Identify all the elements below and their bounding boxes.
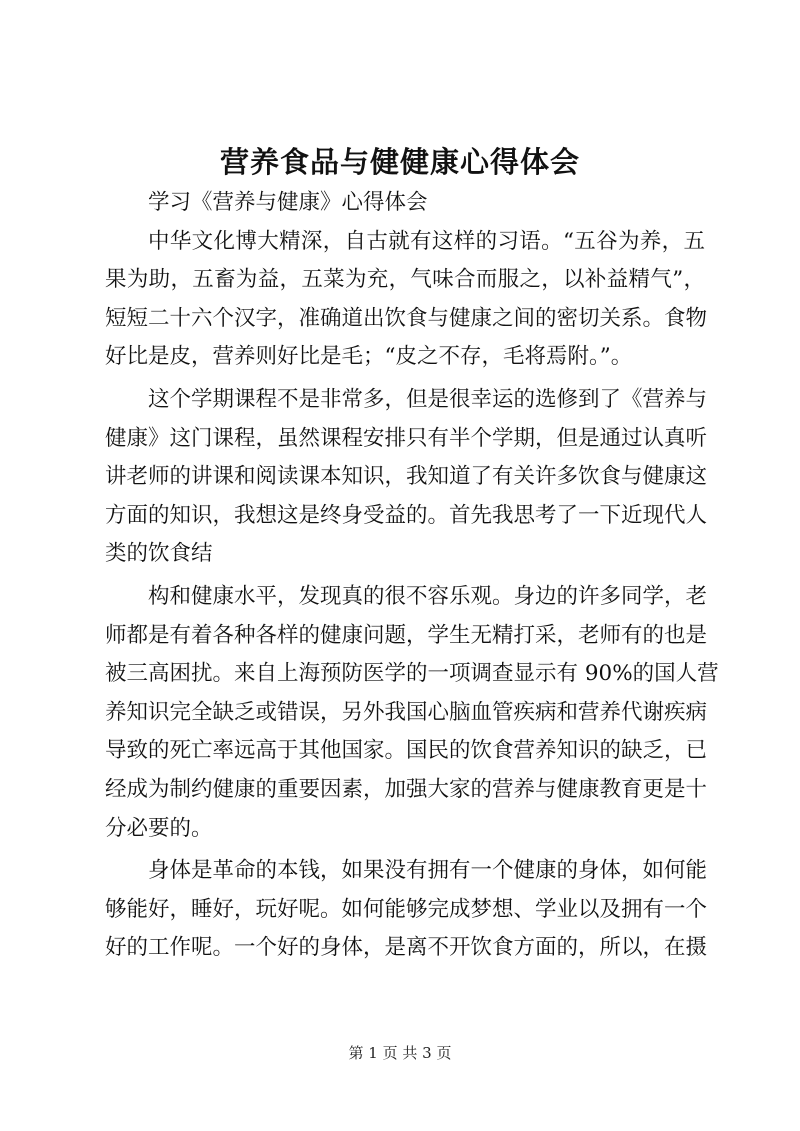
text-line: 健康》这门课程，虽然课程安排只有半个学期，但是通过认真听 [105, 425, 708, 451]
text-line: 师都是有着各种各样的健康问题，学生无精打采，老师有的也是 [105, 622, 708, 648]
text-line: 分必要的。 [105, 815, 213, 841]
text-line: 经成为制约健康的重要因素，加强大家的营养与健康教育更是十 [105, 776, 708, 802]
text-line: 类的饮食结 [105, 541, 213, 567]
text-line: 好的工作呢。一个好的身体，是离不开饮食方面的，所以，在摄 [105, 935, 708, 961]
text-line: 短短二十六个汉字，准确道出饮食与健康之间的密切关系。食物 [105, 305, 708, 331]
paragraph-3 [105, 578, 719, 848]
text-line: 果为助，五畜为益，五菜为充，气味合而服之，以补益精气”， [105, 267, 705, 293]
document-body [105, 184, 719, 968]
page-number-footer: 第 1 页 共 3 页 [348, 1044, 452, 1062]
text-line: 身体是革命的本钱，如果没有拥有一个健康的身体，如何能 [148, 858, 708, 884]
text-line: 导致的死亡率远高于其他国家。国民的饮食营养知识的缺乏，已 [105, 738, 708, 764]
paragraph-2 [105, 381, 708, 574]
text-line: 好比是皮，营养则好比是毛；“皮之不存，毛将焉附。”。 [105, 344, 633, 370]
paragraph-1 [105, 223, 708, 377]
text-line: 讲老师的讲课和阅读课本知识，我知道了有关许多饮食与健康这 [105, 464, 708, 490]
text-line: 方面的知识，我想这是终身受益的。首先我思考了一下近现代人 [105, 502, 708, 528]
subtitle-line: 学习《营养与健康》心得体会 [148, 190, 428, 215]
text-line: 养知识完全缺乏或错误，另外我国心脑血管疾病和营养代谢疾病 [105, 699, 708, 725]
document-title: 营养食品与健健康心得体会 [219, 145, 580, 179]
paragraph-4 [105, 852, 708, 968]
text-line: 够能好，睡好，玩好呢。如何能够完成梦想、学业以及拥有一个 [105, 896, 708, 922]
text-line: 被三高困扰。来自上海预防医学的一项调查显示有 90%的国人营 [105, 661, 719, 687]
text-line: 这个学期课程不是非常多，但是很幸运的选修到了《营养与 [148, 386, 708, 412]
text-line: 构和健康水平，发现真的很不容乐观。身边的许多同学，老 [148, 583, 708, 609]
text-line: 中华文化博大精深，自古就有这样的习语。“五谷为养，五 [148, 228, 705, 254]
